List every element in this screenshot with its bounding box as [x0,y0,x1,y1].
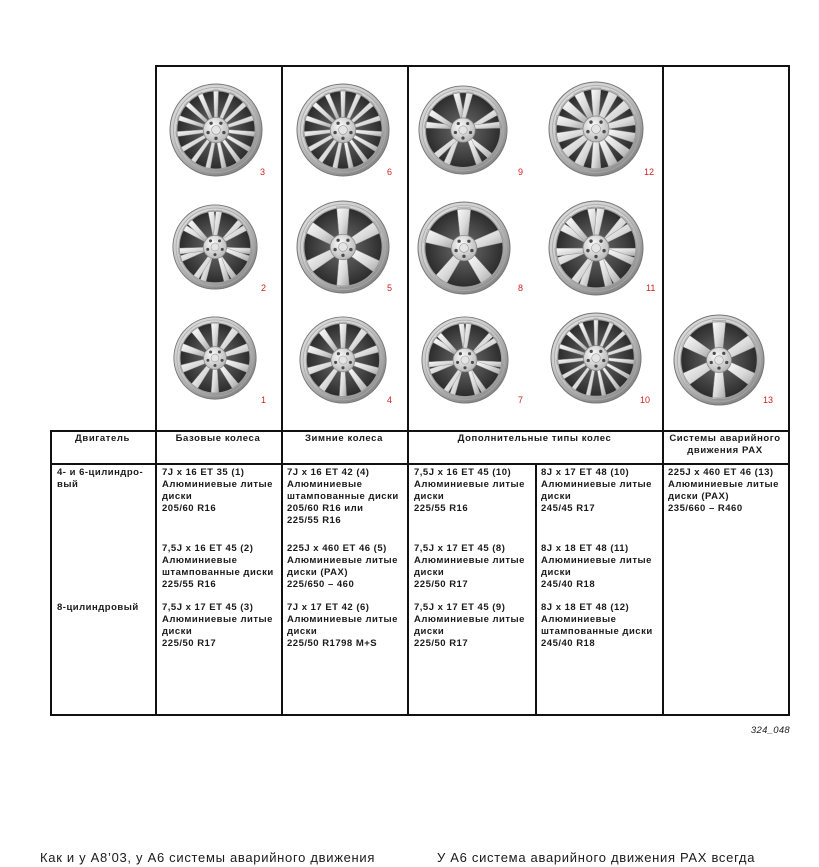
tire-size: 225/650 – 460 [287,579,355,590]
lug-hole [457,240,460,243]
table-grid-line [407,65,409,716]
rim-type: диски [162,626,193,637]
header-pax-line: движения PAX [687,445,763,456]
lug-hole [599,350,602,353]
center-cap [339,356,347,364]
lug-hole [349,131,352,134]
rim-type: Алюминиевые литые [414,479,525,490]
center-cap [592,354,601,363]
center-cap [461,356,469,364]
lug-hole [209,122,212,125]
wheel-12-image [548,81,644,177]
tire-size: 245/40 R18 [541,579,596,590]
rim-type: Алюминиевые литые [287,614,398,625]
rim-type: штампованные диски [162,567,274,578]
rim-type: Алюминиевые литые [162,479,273,490]
rim-spec: 7,5J x 16 ET 45 (2) [162,543,254,554]
wheel-spoke [340,90,345,120]
lug-hole [722,352,725,355]
wheel-number-label: 11 [646,283,656,293]
lug-hole [725,361,728,364]
center-cap [460,244,469,253]
rim-spec: 7J x 17 ET 42 (6) [287,602,370,613]
tire-size: 225/50 R17 [162,638,217,649]
rim-spec: 7,5J x 17 ET 45 (8) [414,543,506,554]
lug-hole [221,359,224,362]
rim-type: Алюминиевые литые [668,479,779,490]
table-header-top-line [50,430,790,432]
cell-extra-b-row-1 [541,467,652,515]
center-cap [592,125,601,134]
lug-hole [461,136,464,139]
lug-hole [599,239,602,242]
tire-size: 225/50 R17 [414,638,469,649]
lug-hole [337,352,340,355]
lug-hole [341,137,344,140]
lug-hole [454,249,457,252]
lug-hole [457,122,460,125]
wheel-9-image [418,85,508,175]
lug-hole [346,352,349,355]
wheel-spoke [337,257,350,287]
lug-hole [456,361,459,364]
rim-spec: 7J x 16 ET 35 (1) [162,467,245,478]
wheel-number-label: 9 [518,167,524,177]
lug-hole [214,364,217,367]
cell-extra-b-row-2 [541,543,652,591]
rim-type: Алюминиевые литые [287,555,398,566]
lug-hole [346,239,349,242]
rim-type: Алюминиевые литые [541,479,652,490]
rim-spec: 7J x 16 ET 42 (4) [287,467,370,478]
header-extra-wheels: Дополнительные типы колес [457,433,612,444]
rim-type: штампованные диски [541,626,653,637]
engine-type: 8-цилиндровый [57,602,139,613]
wheel-10-image [550,312,642,404]
lug-hole [209,350,212,353]
rim-spec: 8J x 18 ET 48 (11) [541,543,629,554]
header-winter-wheels: Зимние колеса [304,433,384,444]
lug-hole [334,361,337,364]
lug-hole [346,122,349,125]
lug-hole [590,350,593,353]
header-pax-line: Системы аварийного [669,433,781,444]
wheel-number-label: 8 [518,283,524,293]
figure-code: 324_048 [750,725,790,736]
wheel-number-label: 6 [387,167,393,177]
wheel-number-label: 2 [261,283,267,293]
rim-type: диски [414,567,445,578]
lug-hole [471,361,474,364]
rim-type: Алюминиевые литые [414,555,525,566]
lug-hole [209,239,212,242]
rim-type: диски [287,626,318,637]
cell-extra-a-row-1 [414,467,525,515]
rim-type: штампованные диски [287,491,399,502]
header-base-wheels: Базовые колеса [175,433,261,444]
lug-hole [594,365,597,368]
tire-size: 205/60 R16 [162,503,217,514]
tire-size: 205/60 R16 или [287,503,364,514]
engine-type: вый [57,479,79,490]
lug-hole [589,239,592,242]
lug-hole [466,122,469,125]
rim-spec: 8J x 17 ET 48 (10) [541,467,630,478]
lug-hole [462,255,465,258]
lug-hole [468,352,471,355]
engine-type: 4- и 6-цилиндро- [57,467,144,478]
rim-type: диски [541,567,572,578]
tire-size: 225/55 R16 [414,503,469,514]
tire-size: 225/55 R16 [162,579,217,590]
wheel-3-image [169,83,266,177]
wheel-number-label: 4 [387,395,393,405]
lug-hole [213,253,216,256]
tire-size: 225/50 R1798 M+S [287,638,378,649]
rim-type: Алюминиевые [287,479,363,490]
tire-size: 245/45 R17 [541,503,596,514]
lug-hole [341,366,344,369]
rim-spec: 7,5J x 17 ET 45 (3) [162,602,254,613]
rim-spec: 225J x 460 ET 46 (13) [668,467,774,478]
center-cap [339,126,348,135]
cell-base-row-2 [162,543,274,591]
wheel-8-image [417,201,511,295]
lug-hole [333,131,336,134]
rim-type: Алюминиевые [541,614,617,625]
cell-winter-row-1 [287,467,399,527]
lug-hole [206,359,209,362]
cell-extra-a-row-3 [414,602,525,650]
wheel-11-image [548,200,644,296]
cell-engine-row-1 [57,467,143,491]
lug-hole [219,122,222,125]
wheel-4-image [299,316,387,404]
tire-size: 245/40 R18 [541,638,596,649]
lug-hole [218,239,221,242]
wheel-number-label: 10 [640,395,651,405]
header-engine: Двигатель [75,433,130,444]
lug-hole [336,122,339,125]
wheel-number-label: 5 [387,283,393,293]
lug-hole [349,361,352,364]
wheel-number-label: 13 [763,395,774,405]
rim-type: диски (PAX) [287,567,349,578]
tire-size: 225/50 R17 [414,579,469,590]
lug-hole [333,248,336,251]
rim-spec: 225J x 460 ET 46 (5) [287,543,387,554]
lug-hole [599,120,602,123]
rim-type: Алюминиевые [162,555,238,566]
table-grid-line [788,65,790,716]
lug-hole [602,249,605,252]
rim-spec: 7,5J x 17 ET 45 (9) [414,602,506,613]
cell-engine-row-3 [57,602,139,614]
table-grid-line [662,65,664,716]
cell-winter-row-2 [287,543,398,591]
image-box-top-line [155,65,790,67]
lug-hole [594,255,597,258]
cell-base-row-3 [162,602,273,650]
lug-hole [221,248,224,251]
lug-hole [469,131,472,134]
lug-hole [710,361,713,364]
rim-type: Алюминиевые литые [541,555,652,566]
cell-pax-row-1 [668,467,779,515]
table-header-bottom-line [50,463,790,465]
lug-hole [341,254,344,257]
table-bottom-line [50,714,790,716]
table-grid-line [155,65,157,716]
wheel-number-label: 12 [644,167,655,177]
lug-hole [459,352,462,355]
rim-spec: 8J x 18 ET 48 (12) [541,602,630,613]
wheel-spoke [213,90,218,120]
header-pax [662,433,788,457]
body-text-left: Как и у A8’03, у A6 системы аварийного движения [40,850,376,865]
lug-hole [470,249,473,252]
rim-type: Алюминиевые литые [414,614,525,625]
wheel-1-image [173,316,257,400]
lug-hole [586,249,589,252]
lug-hole [589,120,592,123]
wheel-spoke [594,319,598,349]
center-cap [211,243,219,251]
wheel-number-label: 1 [261,395,267,405]
lug-hole [454,131,457,134]
lug-hole [602,359,605,362]
lug-hole [206,131,209,134]
wheel-spoke [337,207,350,237]
lug-hole [713,352,716,355]
body-text-right: У A6 система аварийного движения PAX всегда [437,850,756,865]
lug-hole [336,239,339,242]
cell-base-row-1 [162,467,273,515]
table-grid-line [50,430,52,716]
lug-hole [602,130,605,133]
table-grid-line [535,463,537,716]
lug-hole [586,130,589,133]
wheel-number-label: 3 [260,167,266,177]
lug-hole [218,350,221,353]
rim-type: диски [541,491,572,502]
lug-hole [717,367,720,370]
lug-hole [222,131,225,134]
lug-hole [467,240,470,243]
tire-size: 225/55 R16 [287,515,342,526]
lug-hole [594,136,597,139]
cell-winter-row-3 [287,602,398,650]
rim-type: диски (PAX) [668,491,730,502]
rim-type: диски [414,626,445,637]
table-grid-line [281,65,283,716]
lug-hole [587,359,590,362]
wheel-7-image [421,316,509,404]
wheel-number-label: 7 [518,395,524,405]
wheel-13-image [673,314,765,406]
center-cap [339,243,348,252]
cell-extra-a-row-2 [414,543,525,591]
rim-type: диски [162,491,193,502]
wheel-6-image [296,83,393,177]
wheel-5-image [296,200,393,294]
rim-spec: 7,5J x 16 ET 45 (10) [414,467,512,478]
center-cap [212,126,221,135]
lug-hole [349,248,352,251]
tire-size: 235/660 – R460 [668,503,743,514]
lug-hole [463,366,466,369]
wheel-2-image [172,204,258,290]
center-cap [211,354,219,362]
center-cap [592,244,601,253]
lug-hole [214,137,217,140]
center-cap [459,126,467,134]
lug-hole [206,248,209,251]
center-cap [715,356,724,365]
rim-type: диски [414,491,445,502]
cell-extra-b-row-3 [541,602,653,650]
rim-type: Алюминиевые литые [162,614,273,625]
